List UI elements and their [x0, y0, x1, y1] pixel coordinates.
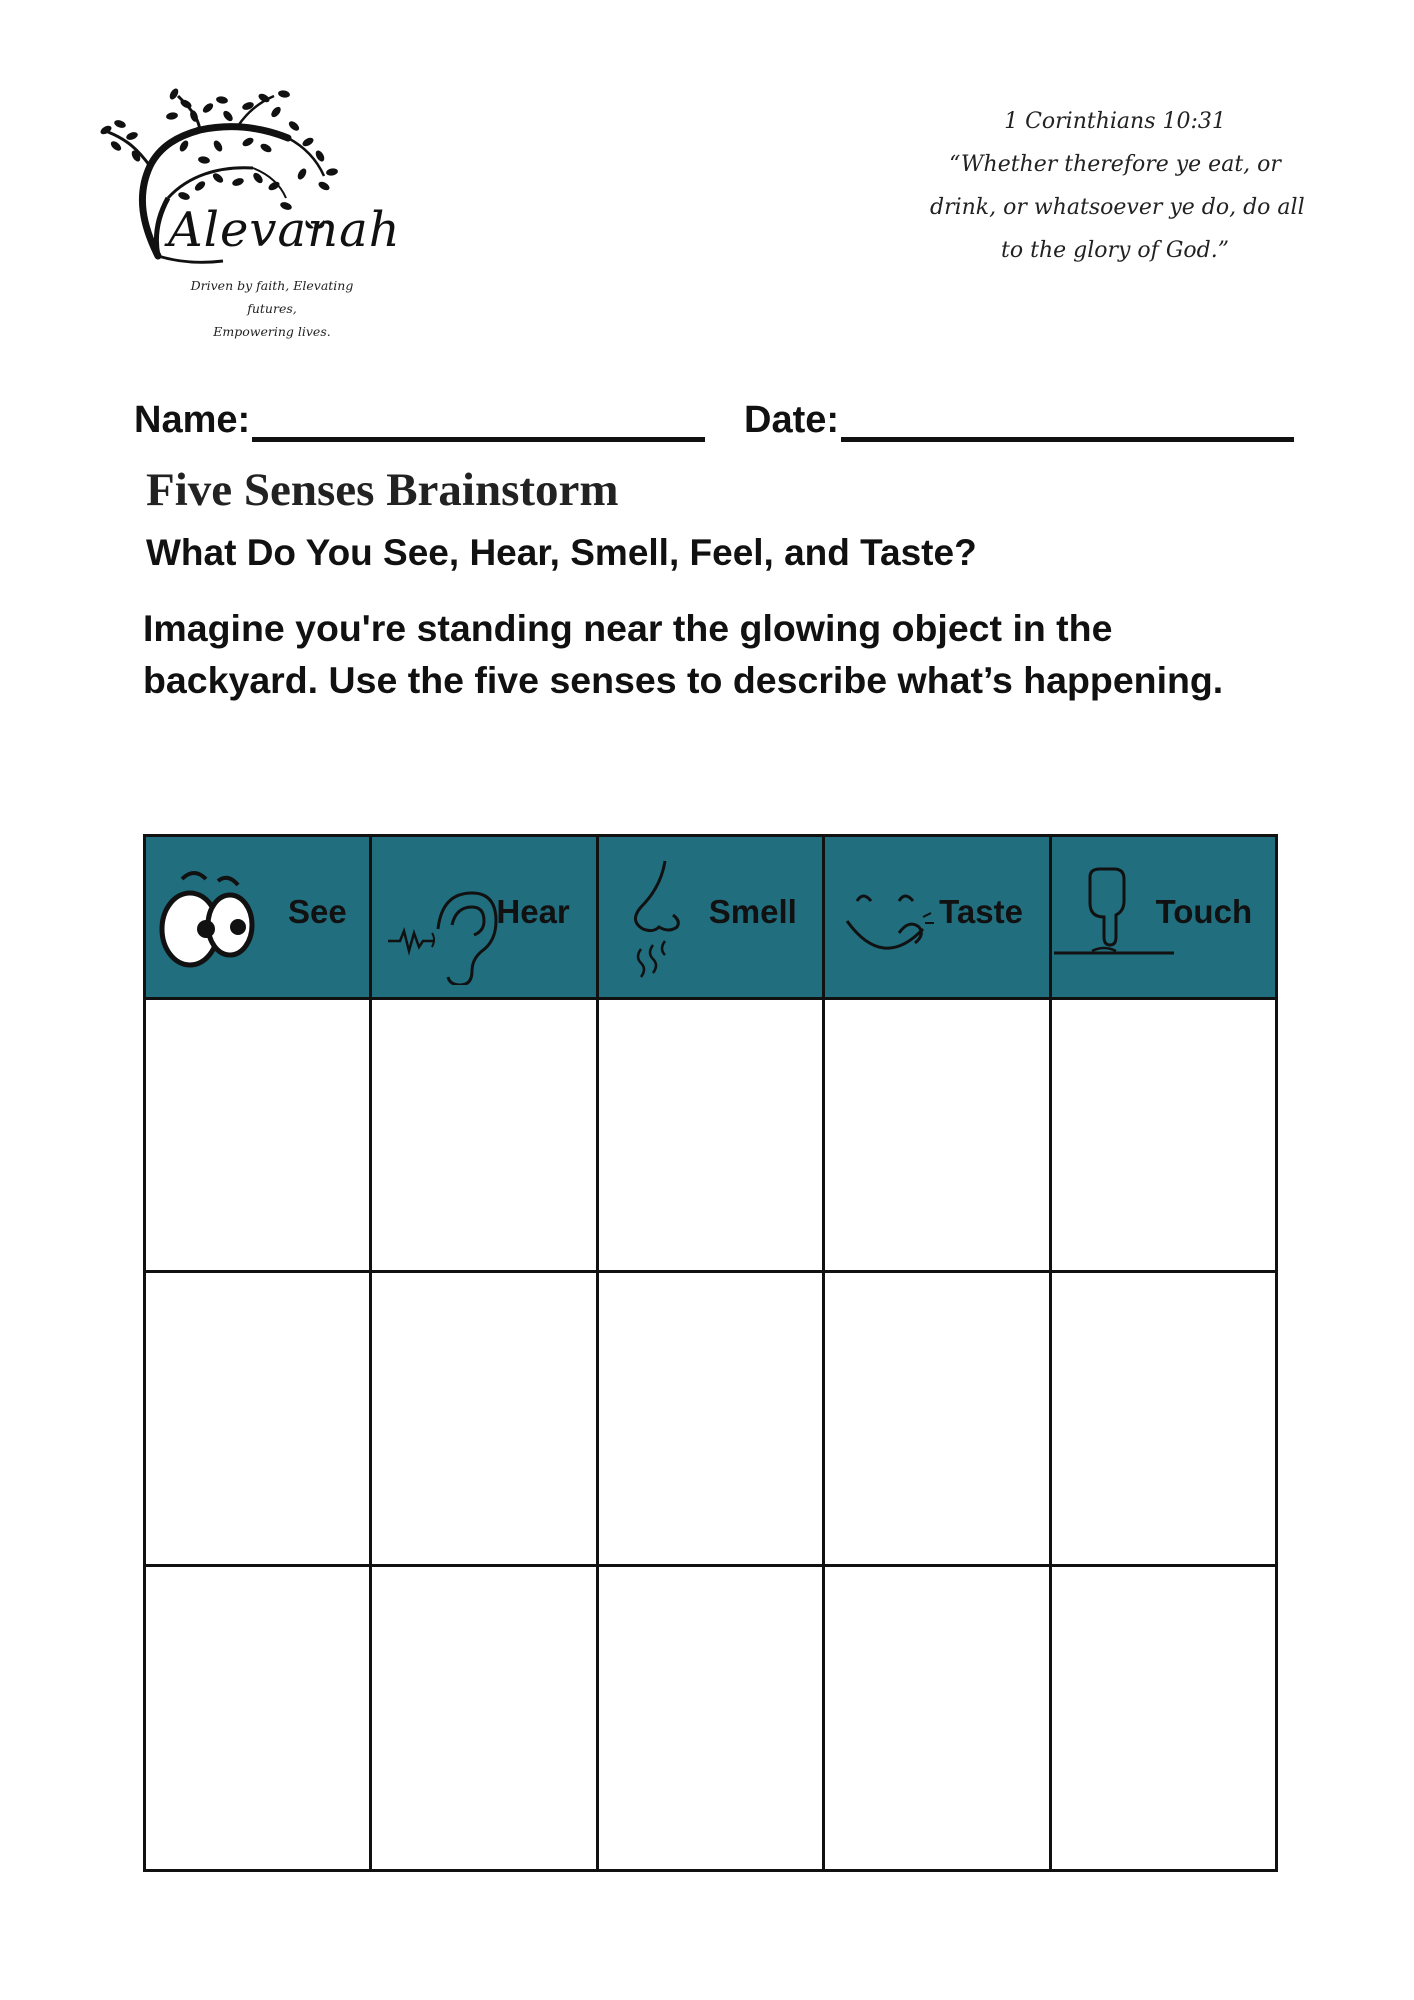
- tongue-face-icon: [843, 889, 935, 959]
- table-row: [145, 1272, 1277, 1566]
- date-line[interactable]: [841, 397, 1294, 442]
- nose-icon: [627, 857, 691, 979]
- column-header-see: [145, 836, 371, 999]
- response-cell[interactable]: [824, 999, 1050, 1272]
- page-title: Five Senses Brainstorm: [146, 464, 619, 516]
- scripture-verse: [930, 100, 1305, 272]
- name-label: Name:: [134, 399, 251, 441]
- response-cell[interactable]: [371, 1272, 597, 1566]
- verse-line: drink, or whatsoever ye do, do all: [930, 195, 1305, 220]
- table-header-row: [145, 836, 1277, 999]
- column-label-hear: Hear: [496, 893, 570, 930]
- response-cell[interactable]: [597, 1566, 823, 1871]
- response-cell[interactable]: [824, 1272, 1050, 1566]
- column-label-touch: Touch: [1155, 893, 1253, 930]
- response-cell[interactable]: [1050, 999, 1276, 1272]
- name-field[interactable]: [134, 392, 705, 442]
- column-label-smell: Smell: [708, 893, 797, 930]
- column-header-hear: [371, 836, 597, 999]
- response-cell[interactable]: [824, 1566, 1050, 1871]
- response-cell[interactable]: [145, 1272, 371, 1566]
- date-field[interactable]: [744, 392, 1294, 442]
- page-subtitle: What Do You See, Hear, Smell, Feel, and Taste?: [146, 532, 977, 573]
- response-cell[interactable]: [371, 999, 597, 1272]
- response-cell[interactable]: [145, 1566, 371, 1871]
- ear-icon: [386, 889, 498, 985]
- response-cell[interactable]: [145, 999, 371, 1272]
- name-line[interactable]: [252, 397, 705, 442]
- table-row: [145, 1566, 1277, 1871]
- logo: [88, 86, 401, 339]
- eyes-icon: [152, 859, 262, 977]
- response-cell[interactable]: [1050, 1566, 1276, 1871]
- response-cell[interactable]: [371, 1566, 597, 1871]
- response-cell[interactable]: [597, 999, 823, 1272]
- verse-line: to the glory of God.”: [1001, 238, 1229, 263]
- column-header-taste: [824, 836, 1050, 999]
- column-header-touch: [1050, 836, 1276, 999]
- table-row: [145, 999, 1277, 1272]
- column-label-see: See: [288, 893, 347, 930]
- date-label: Date:: [744, 399, 840, 441]
- brand-name: Alevanah: [168, 202, 401, 258]
- response-cell[interactable]: [597, 1272, 823, 1566]
- instruction-text: Imagine you're standing near the glowing object in the backyard. Use the five senses to describe what’s happening.: [143, 607, 1224, 701]
- column-label-taste: Taste: [939, 893, 1023, 930]
- brand-tagline: Driven by faith, Elevating futures, Empowering lives.: [190, 278, 354, 339]
- verse-line: “Whether therefore ye eat, or: [949, 152, 1281, 177]
- column-header-smell: [597, 836, 823, 999]
- response-cell[interactable]: [1050, 1272, 1276, 1566]
- senses-table: [143, 834, 1278, 1872]
- verse-line: 1 Corinthians 10:31: [1004, 109, 1226, 134]
